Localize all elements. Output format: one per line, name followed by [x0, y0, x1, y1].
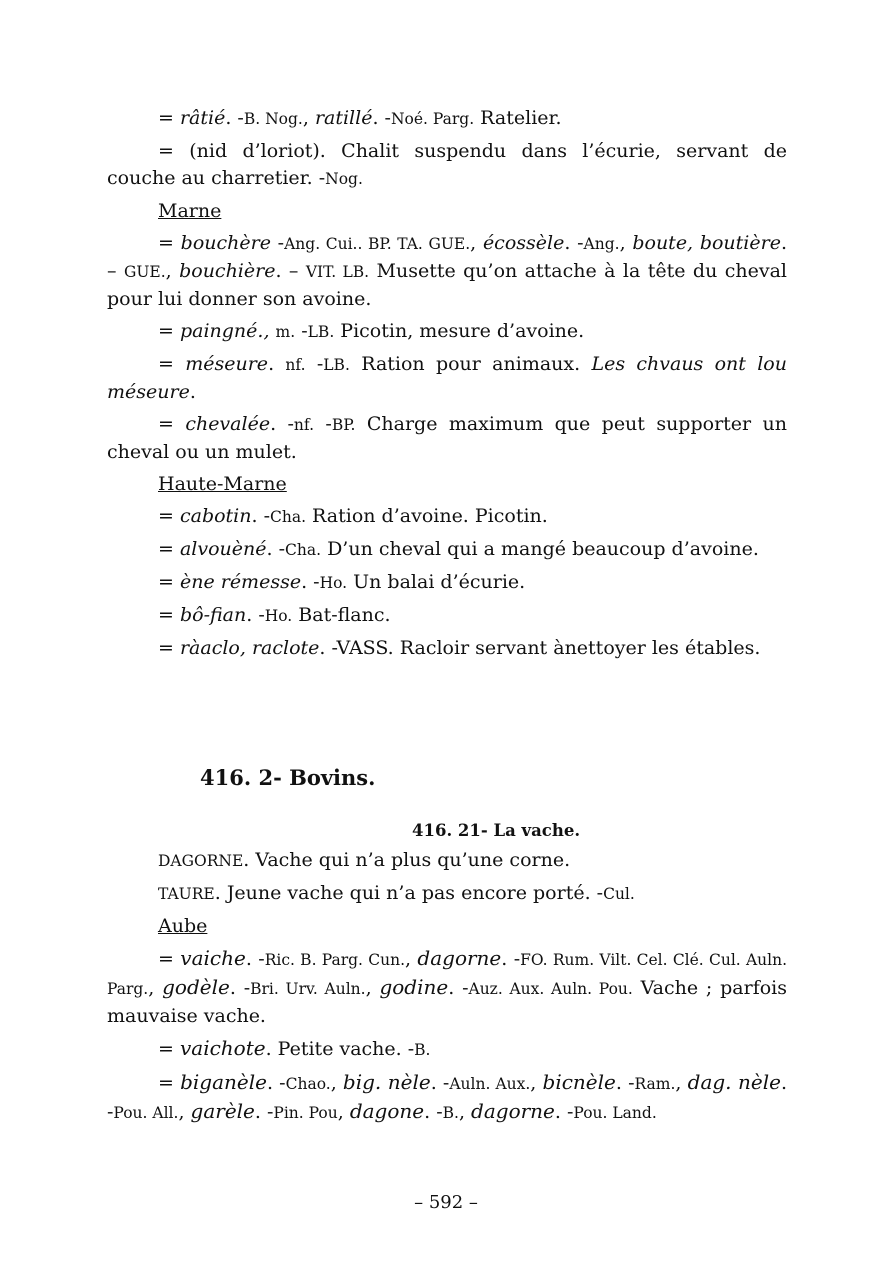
entry-text: . - [245, 948, 265, 970]
entry-text: = [158, 604, 180, 626]
entry-text: . - [501, 948, 521, 970]
locality-abbrev: Cul. [603, 885, 635, 903]
locality-abbrev: Cha. [270, 508, 307, 526]
entry-alvouene [107, 536, 787, 564]
dialect-word: râtié [179, 107, 226, 129]
dialect-word: bicnèle [542, 1070, 616, 1094]
entry-text: . – [275, 260, 306, 282]
page-number: – 592 – [414, 1192, 478, 1213]
dialect-word: ràaclo, raclote [179, 637, 320, 659]
entry-text: . - [251, 505, 270, 527]
definition: . Vache qui n’a plus qu’une corne. [243, 849, 571, 871]
locality-abbrev: Chao. [285, 1075, 331, 1093]
entry-text: = [158, 107, 180, 129]
locality-abbrev: Pin. Pou [273, 1104, 338, 1122]
definition: Ration pour animaux. [349, 353, 592, 375]
entry-text: . - [372, 107, 391, 129]
section-title: 416. 2- Bovins. [200, 765, 376, 790]
definition: . Jeune vache qui n’a pas encore porté. - [214, 882, 604, 904]
headword: DAGORNE [158, 852, 244, 870]
dialect-word: dagone [349, 1099, 425, 1123]
dialect-word: paingné., [179, 320, 270, 342]
entry-ene-remesse [107, 569, 787, 597]
locality-abbrev: Auz. Aux. Auln. Pou. [468, 980, 633, 998]
entry-nid-dloriot [107, 138, 787, 193]
dialect-word: bô-fian [179, 604, 247, 626]
headword: TAURE [158, 885, 215, 903]
definition: Picotin, mesure d’avoine. [334, 320, 585, 342]
entry-vaichote [107, 1035, 787, 1064]
entry-text: = [158, 538, 180, 560]
entry-text: , [302, 107, 315, 129]
locality-abbrev: B. Nog. [243, 110, 303, 128]
entry-text: , [530, 1072, 543, 1094]
dialect-word: ène rémesse [179, 571, 302, 593]
entry-text: = [158, 637, 180, 659]
entry-text: . [189, 381, 196, 403]
dialect-word: boute, boutière [632, 232, 781, 254]
locality-abbrev: Pou. Land. [573, 1104, 657, 1122]
entry-bouchere [107, 230, 787, 313]
locality-abbrev: B. [414, 1041, 431, 1059]
definition: Charge maximum que peut supporter un cheval ou un mulet. [107, 413, 787, 463]
entry-cabotin [107, 503, 787, 531]
entry-text: . - [424, 1101, 443, 1123]
region-heading-marne: Marne [158, 200, 222, 222]
locality-abbrev: Ho. [319, 574, 348, 592]
grammar-abbrev: m. [275, 323, 296, 341]
region-heading-haute-marne: Haute-Marne [158, 473, 287, 495]
locality-abbrev: LB. [307, 323, 335, 341]
dialect-word: vaichote [179, 1036, 266, 1060]
entry-text: , [619, 232, 633, 254]
locality-abbrev: Nog. [325, 170, 363, 188]
entry-text: , [178, 1101, 191, 1123]
entry-biganele [107, 1069, 787, 1127]
locality-abbrev: VIT. LB. [305, 263, 370, 281]
dialect-word: cabotin [179, 505, 252, 527]
locality-abbrev: BP. [331, 416, 356, 434]
definition: Musette qu’on attache à la tête du cheval pour lui donner son avoine. [107, 260, 787, 310]
definition: . -VASS. Racloir servant ànettoyer les étables. [319, 637, 761, 659]
lower-text-block [107, 847, 787, 1132]
dialect-word: vaiche [180, 946, 246, 970]
locality-abbrev: Bri. Urv. Auln. [250, 980, 366, 998]
definition: Vache ; parfois mauvaise vache. [107, 977, 787, 1027]
definition: Ratelier. [474, 107, 562, 129]
entry-text: = [158, 571, 180, 593]
entry-dagorne [107, 847, 787, 875]
definition: . Petite vache. - [265, 1038, 415, 1060]
dialect-word: dagorne [471, 1099, 555, 1123]
dialect-word: ratillé [314, 107, 373, 129]
upper-text-block [107, 105, 787, 667]
dialect-word: godine [379, 975, 449, 999]
dialect-word: chevalée [185, 413, 271, 435]
definition: Un balai d’écurie. [347, 571, 526, 593]
dialect-word: bouchière [179, 260, 276, 282]
locality-abbrev: Ric. B. Parg. Cun. [264, 951, 405, 969]
entry-text: = [158, 353, 186, 375]
entry-text: . - [254, 1101, 274, 1123]
entry-raaclo [107, 635, 787, 662]
dialect-word: biganèle [180, 1070, 267, 1094]
dialect-word: méseure [185, 353, 269, 375]
entry-text: = [158, 505, 180, 527]
entry-text: . - [225, 107, 244, 129]
entry-text: - [314, 413, 332, 435]
dialect-word: bouchère [180, 232, 271, 254]
locality-abbrev: FO. Rum. Vilt. Cel. Clé. Cul. Auln. Parg. [107, 951, 788, 998]
entry-text: = [158, 413, 186, 435]
entry-text: , [148, 977, 163, 999]
dialect-word: dag. nèle [687, 1070, 781, 1094]
entry-text: . - [615, 1072, 635, 1094]
dialect-word: alvouèné [179, 538, 267, 560]
entry-text: , [330, 1072, 343, 1094]
locality-abbrev: Noé. Parg. [390, 110, 475, 128]
entry-text: - [270, 232, 285, 254]
locality-abbrev: Ang. Cui.. BP. TA. GUE. [284, 235, 471, 253]
entry-text: = [158, 1038, 180, 1060]
entry-text: = (nid d’loriot). Chalit suspendu dans l’écurie, servant de couche au charretier. - [107, 140, 787, 189]
locality-abbrev: Auln. Aux. [449, 1075, 531, 1093]
entry-text: , [458, 1101, 472, 1123]
region-heading-aube: Aube [158, 915, 208, 937]
subsection-title: 416. 21- La vache. [412, 821, 581, 840]
entry-text: . - [229, 977, 251, 999]
entry-text: . - [554, 1101, 574, 1123]
entry-text: , [405, 948, 418, 970]
locality-abbrev: Ram. [634, 1075, 676, 1093]
locality-abbrev: Pou. All. [113, 1104, 179, 1122]
entry-text: . - [266, 1072, 286, 1094]
dialect-word: écossèle [482, 232, 565, 254]
locality-abbrev: GUE. [123, 263, 166, 281]
entry-ratie [107, 105, 787, 133]
example-phrase: Les chvaus ont lou méseure [107, 353, 787, 403]
entry-text: , [337, 1101, 350, 1123]
grammar-abbrev: nf. [293, 416, 315, 434]
entry-text: . - [270, 413, 294, 435]
grammar-abbrev: nf. [285, 356, 306, 374]
locality-abbrev: Ho. [264, 607, 293, 625]
dialect-word: godèle [162, 975, 230, 999]
entry-text: , [675, 1072, 688, 1094]
entry-text: , [365, 977, 380, 999]
locality-abbrev: Ang. [583, 235, 620, 253]
entry-text: , [165, 260, 180, 282]
entry-text: . - [564, 232, 584, 254]
entry-text: . - [246, 604, 265, 626]
entry-text: , [470, 232, 483, 254]
entry-taure [107, 880, 787, 908]
entry-paingne [107, 318, 787, 346]
locality-abbrev: Cha. [285, 541, 322, 559]
entry-text: - [295, 320, 308, 342]
entry-chevalee [107, 411, 787, 466]
entry-text: . - [448, 977, 469, 999]
entry-text: - [305, 353, 324, 375]
entry-text: . - [266, 538, 286, 560]
entry-text: = [158, 232, 181, 254]
entry-text: = [158, 948, 181, 970]
dialect-word: big. nèle [342, 1070, 431, 1094]
entry-text: = [158, 320, 180, 342]
entry-text: . - [107, 1072, 788, 1123]
definition: D’un cheval qui a mangé beaucoup d’avoine. [321, 538, 759, 560]
dialect-word: garèle [190, 1099, 255, 1123]
entry-vaiche [107, 945, 787, 1030]
locality-abbrev: B. [442, 1104, 459, 1122]
entry-text: . – [107, 232, 787, 282]
entry-text: . - [301, 571, 320, 593]
dialect-word: dagorne [417, 946, 502, 970]
entry-text: . - [430, 1072, 450, 1094]
entry-meseure [107, 351, 787, 406]
entry-text: = [158, 1072, 181, 1094]
entry-text: . [268, 353, 286, 375]
entry-bo-fian [107, 602, 787, 630]
locality-abbrev: LB. [323, 356, 350, 374]
definition: Bat-flanc. [292, 604, 391, 626]
definition: Ration d’avoine. Picotin. [306, 505, 548, 527]
